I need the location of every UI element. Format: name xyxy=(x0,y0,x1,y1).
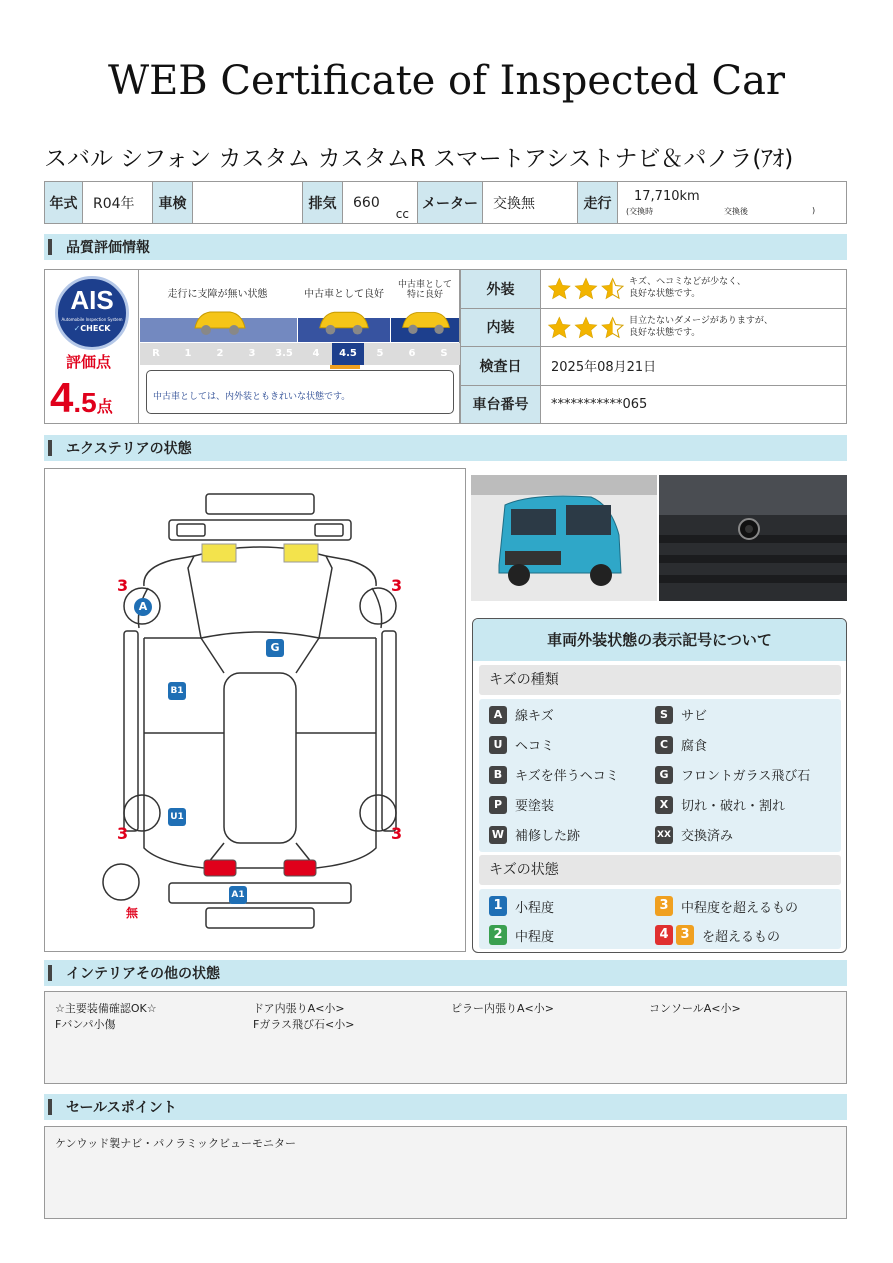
interior-item: Fガラス飛び石<小> xyxy=(253,1018,355,1031)
grade-step: 4 xyxy=(312,348,320,359)
inspection-date-label: 検査日 xyxy=(461,347,541,386)
exterior-text1: キズ、ヘコミなどが少なく、 xyxy=(629,277,746,287)
damage-type-label: 補修した跡 xyxy=(515,829,581,844)
damage-type-item xyxy=(655,735,707,754)
exterior-text2: 良好な状態です。 xyxy=(629,289,701,299)
category-3-line2: 特に良好 xyxy=(406,290,443,300)
legend-box xyxy=(472,618,847,953)
score-int: 4 xyxy=(50,374,74,421)
chassis-value: ***********065 xyxy=(541,385,847,424)
year-value: R04年 xyxy=(83,182,153,224)
interior-item: ☆主要装備確認OK☆ xyxy=(55,1002,157,1015)
damage-mark-a1: A1 xyxy=(229,886,247,904)
car-photo-exterior xyxy=(471,475,657,601)
year-label: 年式 xyxy=(45,182,83,224)
damage-type-label: 交換済み xyxy=(681,829,734,844)
level-item xyxy=(489,925,554,945)
legend-levels-area xyxy=(479,889,841,949)
damage-type-code: P xyxy=(489,796,507,814)
quality-section-title: 品質評価情報 xyxy=(66,240,150,256)
spec-table xyxy=(44,181,847,224)
sales-section-title: セールスポイント xyxy=(66,1100,177,1116)
level-badge: 1 xyxy=(489,896,507,916)
sales-section-header xyxy=(44,1094,847,1120)
grade-step: R xyxy=(152,348,160,359)
ais-logo: AIS Automobile Inspection System ✓CHECK xyxy=(55,276,129,350)
score-unit: 点 xyxy=(96,399,113,416)
interior-section-header xyxy=(44,960,847,986)
sales-box xyxy=(44,1126,847,1219)
car-icon-2 xyxy=(315,302,373,338)
grade-comment: 中古車としては、内外装ともきれいな状態です。 xyxy=(146,370,454,414)
grade-step: S xyxy=(440,348,448,359)
damage-type-item xyxy=(489,825,580,844)
grade-step: 3 xyxy=(248,348,256,359)
damage-type-code: S xyxy=(655,706,673,724)
tire-mark-rear-left: 3 xyxy=(117,824,129,843)
shaken-label: 車検 xyxy=(153,182,193,224)
level-item xyxy=(489,896,554,916)
damage-mark-b1: B1 xyxy=(168,682,186,700)
grade-step: 2 xyxy=(216,348,224,359)
interior-text1: 目立たないダメージがありますが、 xyxy=(629,315,773,326)
damage-type-code: X xyxy=(655,796,673,814)
interior-text2: 良好な状態です。 xyxy=(629,327,701,338)
interior-section-title: インテリアその他の状態 xyxy=(66,966,220,982)
damage-type-code: W xyxy=(489,826,507,844)
damage-type-label: フロントガラス飛び石 xyxy=(681,769,811,784)
damage-type-item xyxy=(489,795,554,814)
legend-types-title: キズの種類 xyxy=(479,665,841,695)
category-1-label: 走行に支障が無い状態 xyxy=(167,289,268,300)
mileage-sub-before: (交換時 xyxy=(626,206,654,216)
damage-type-code: B xyxy=(489,766,507,784)
mileage-sub-after: 交換後 xyxy=(724,206,748,216)
displacement-cell xyxy=(343,182,418,224)
score-value xyxy=(50,374,113,422)
ais-check-text: CHECK xyxy=(80,324,111,333)
score-dec: .5 xyxy=(73,387,97,418)
interior-label: 内装 xyxy=(461,308,541,347)
level-badge: 2 xyxy=(489,925,507,945)
grade-step: 1 xyxy=(184,348,192,359)
damage-type-label: ヘコミ xyxy=(515,739,555,754)
level-item xyxy=(655,925,780,945)
damage-type-item xyxy=(655,795,785,814)
grade-step: 6 xyxy=(408,348,416,359)
damage-mark-u1: U1 xyxy=(168,808,186,826)
exterior-label: 外装 xyxy=(461,270,541,309)
displacement-unit: cc xyxy=(395,207,409,221)
damage-type-item xyxy=(655,765,810,784)
spare-tire-mark: 無 xyxy=(126,906,139,920)
damage-type-item xyxy=(655,705,707,724)
car-photo-detail xyxy=(659,475,847,601)
mileage-value: 17,710km xyxy=(634,188,700,204)
score-label: 評価点 xyxy=(66,353,112,371)
damage-type-item xyxy=(655,825,733,844)
tire-mark-front-right: 3 xyxy=(391,576,403,595)
legend-title: 車両外装状態の表示記号について xyxy=(473,619,846,661)
interior-item: コンソールA<小> xyxy=(649,1002,741,1015)
damage-type-code: G xyxy=(655,766,673,784)
damage-type-code: XX xyxy=(655,826,673,844)
grade-indicator xyxy=(330,365,360,369)
exterior-stars xyxy=(547,276,627,306)
interior-item: ピラー内張りA<小> xyxy=(451,1002,554,1015)
grade-scale xyxy=(140,343,460,365)
level-item xyxy=(655,896,798,916)
damage-type-code: U xyxy=(489,736,507,754)
exterior-rating xyxy=(541,270,847,309)
damage-type-label: サビ xyxy=(681,709,708,724)
exterior-section-title: エクステリアの状態 xyxy=(66,441,192,457)
meter-value: 交換無 xyxy=(483,182,578,224)
interior-stars xyxy=(547,315,627,345)
ais-logo-text: AIS xyxy=(70,285,114,315)
damage-mark-g: G xyxy=(266,639,284,657)
mileage-label: 走行 xyxy=(578,182,618,224)
quality-section-header xyxy=(44,234,847,260)
level-label: を超えるもの xyxy=(702,929,781,945)
grade-step: 5 xyxy=(376,348,384,359)
level-badge: 3 xyxy=(655,896,673,916)
damage-type-label: 線キズ xyxy=(515,709,554,724)
damage-type-item xyxy=(489,765,619,784)
displacement-label: 排気 xyxy=(303,182,343,224)
grade-step: 3.5 xyxy=(275,348,293,359)
damage-type-label: 腐食 xyxy=(681,739,708,754)
evaluation-table xyxy=(460,269,847,424)
damage-mark-a: A xyxy=(134,598,152,616)
sales-text: ケンウッド製ナビ・パノラミックビューモニター xyxy=(55,1137,297,1150)
mileage-sub-close: ) xyxy=(812,205,816,215)
exterior-section-header xyxy=(44,435,847,461)
car-icon-1 xyxy=(190,302,250,338)
interior-item: ドア内張りA<小> xyxy=(253,1002,345,1015)
interior-item: Fバンパ小傷 xyxy=(55,1018,116,1031)
damage-type-label: キズを伴うヘコミ xyxy=(515,769,619,784)
interior-rating xyxy=(541,308,847,347)
car-icon-3 xyxy=(398,302,454,338)
damage-type-code: C xyxy=(655,736,673,754)
car-damage-diagram xyxy=(44,468,466,952)
level-badge-secondary: 3 xyxy=(676,925,694,945)
damage-type-label: 要塗装 xyxy=(515,799,555,814)
meter-label: メーター xyxy=(418,182,483,224)
tire-mark-front-left: 3 xyxy=(117,576,129,595)
damage-type-code: A xyxy=(489,706,507,724)
level-label: 中程度を超えるもの xyxy=(681,900,799,916)
level-label: 小程度 xyxy=(515,900,555,916)
level-label: 中程度 xyxy=(515,929,555,945)
damage-type-label: 切れ・破れ・割れ xyxy=(681,799,786,814)
legend-levels-title: キズの状態 xyxy=(479,855,841,885)
shaken-value xyxy=(193,182,303,224)
mileage-cell xyxy=(618,182,847,224)
tire-mark-rear-right: 3 xyxy=(391,824,403,843)
legend-types-area xyxy=(479,699,841,852)
ais-logo-sub: Automobile Inspection System xyxy=(61,317,123,322)
displacement-value: 660 xyxy=(353,194,380,211)
category-2-label: 中古車として良好 xyxy=(304,289,384,300)
car-name: スバル シフォン カスタム カスタムR スマートアシストナビ＆パノラ(ｱｵ) xyxy=(44,146,794,172)
level-badge: 4 xyxy=(655,925,673,945)
category-3-line1: 中古車として xyxy=(397,280,452,290)
chassis-label: 車台番号 xyxy=(461,385,541,424)
damage-type-item xyxy=(489,735,554,754)
damage-type-item xyxy=(489,705,554,724)
interior-box xyxy=(44,991,847,1084)
grade-step: 4.5 xyxy=(332,343,364,365)
category-3-label xyxy=(392,280,458,300)
inspection-date: 2025年08月21日 xyxy=(541,347,847,386)
page-title: WEB Certificate of Inspected Car xyxy=(107,58,786,104)
